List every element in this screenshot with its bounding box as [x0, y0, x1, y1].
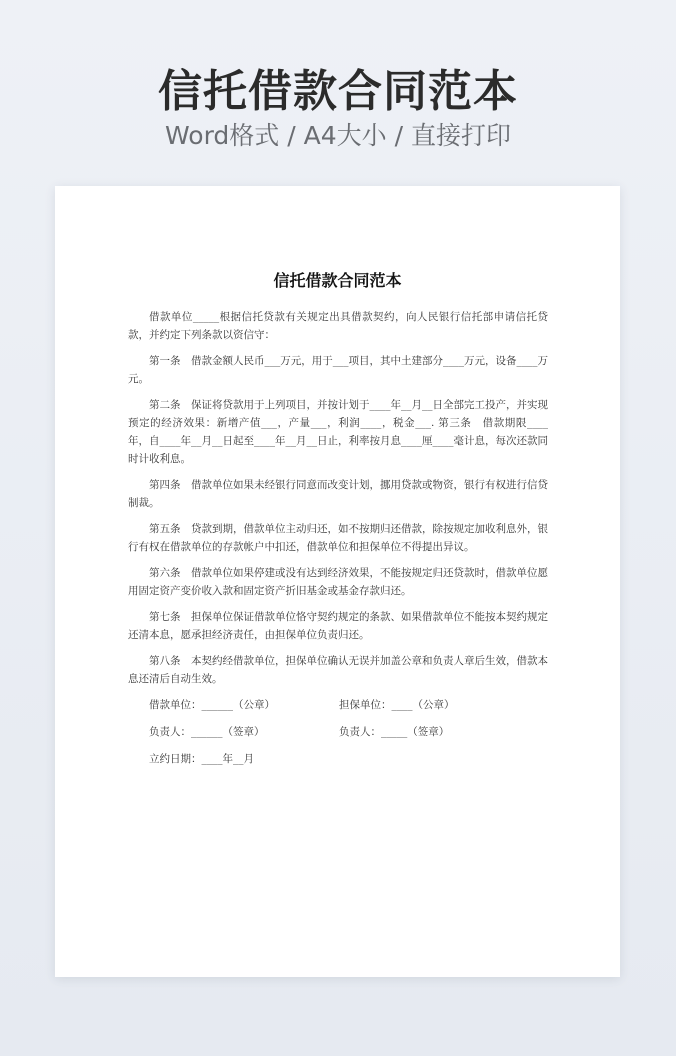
- contract-date: 立约日期：____年__月: [149, 753, 254, 765]
- document-page: [55, 186, 620, 977]
- borrower-person-signature: 负责人：______（签章）: [149, 726, 265, 738]
- paragraph-article-6: 第六条 借款单位如果停建或没有达到经济效果，不能按规定归还贷款时，借款单位愿用固定资产变价收入款和固定资产折旧基金或基金存款归还。: [128, 567, 548, 597]
- document-body: [128, 308, 548, 768]
- paragraph-article-5: 第五条 贷款到期，借款单位主动归还，如不按期归还借款，除按规定加收利息外，银行有权在借款单位的存款帐户中扣还，借款单位和担保单位不得提出异议。: [128, 523, 548, 553]
- paragraph-article-4: 第四条 借款单位如果未经银行同意而改变计划，挪用贷款或物资，银行有权进行信贷制裁。: [128, 479, 548, 509]
- signature-row-persons: [128, 723, 548, 741]
- paragraph-article-1: 第一条 借款金额人民币___万元，用于___项目，其中土建部分____万元，设备____万元。: [128, 355, 548, 385]
- header-subtitle: Word格式 / A4大小 / 直接打印: [165, 121, 511, 150]
- paragraph-article-8: 第八条 本契约经借款单位，担保单位确认无误并加盖公章和负责人章后生效，借款本息还清后自动生效。: [128, 655, 548, 685]
- paragraph-intro: 借款单位_____根据信托贷款有关规定出具借款契约，向人民银行信托部申请信托贷款，并约定下列条款以资信守：: [128, 311, 548, 341]
- signature-row-units: [128, 696, 548, 714]
- paragraph-article-2-3: 第二条 保证将贷款用于上列项目，并按计划于____年__月__日全部完工投产，并实现预定的经济效果：新增产值___，产量___，利润____，税金___. 第三条 借款期限____年，自____年__月__日起至____年__月__日止，利率按月息____厘____毫计息，每次还款同时计收利息。: [128, 399, 548, 465]
- paragraph-article-7: 第七条 担保单位保证借款单位恪守契约规定的条款、如果借款单位不能按本契约规定还清本息，愿承担经济责任，由担保单位负责归还。: [128, 611, 548, 641]
- guarantor-unit-signature: 担保单位：____（公章）: [339, 699, 455, 711]
- borrower-unit-signature: 借款单位：______（公章）: [149, 699, 275, 711]
- document-title: 信托借款合同范本: [273, 271, 402, 290]
- guarantor-person-signature: 负责人：_____（签章）: [339, 726, 450, 738]
- header-title: 信托借款合同范本: [158, 66, 518, 117]
